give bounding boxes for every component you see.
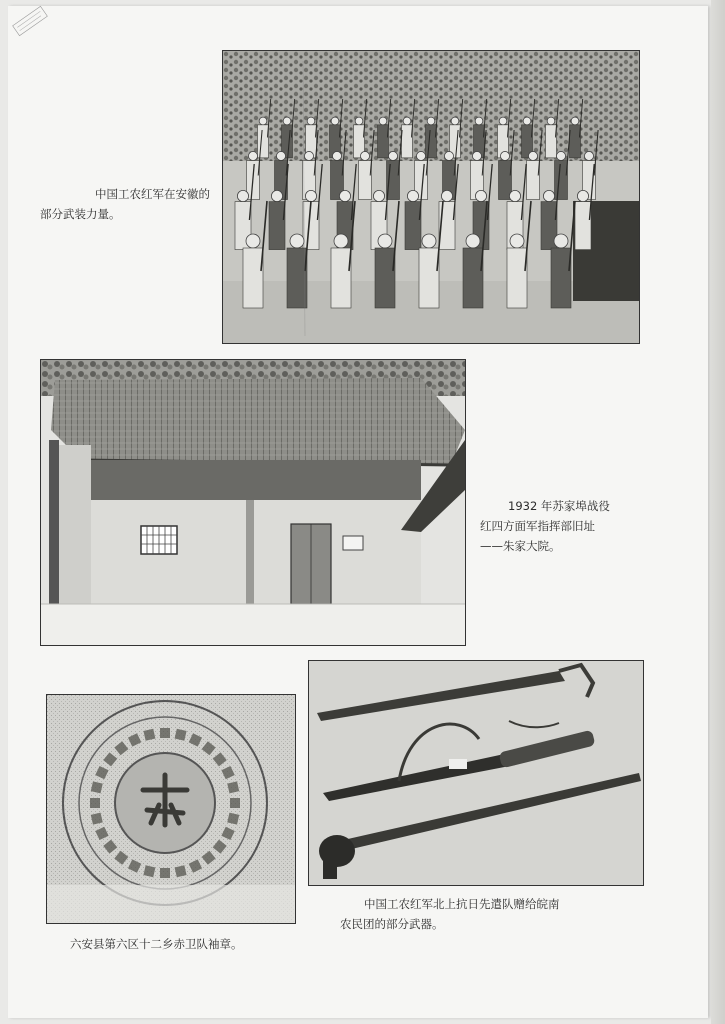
caption-weapons-line1: 中国工农红军北上抗日先遣队赠给皖南 xyxy=(364,897,560,911)
photo-headquarters-building xyxy=(40,359,466,646)
photo-weapons xyxy=(308,660,644,886)
caption-headquarters-line1: 1932 年苏家埠战役 xyxy=(508,499,610,513)
photo-armband-emblem xyxy=(46,694,296,924)
caption-headquarters-line2: 红四方面军指挥部旧址 xyxy=(480,519,595,533)
caption-weapons-line2: 农民团的部分武器。 xyxy=(340,917,444,931)
caption-red-army-line2: 部分武装力量。 xyxy=(40,207,121,221)
caption-armband: 六安县第六区十二乡赤卫队袖章。 xyxy=(70,937,243,951)
caption-red-army-anhui xyxy=(40,184,210,224)
photo-red-army-troops xyxy=(222,50,640,344)
caption-red-army-line1: 中国工农红军在安徽的 xyxy=(95,187,210,201)
scan-page-edge xyxy=(711,0,725,1024)
caption-headquarters-line3: ——朱家大院。 xyxy=(480,539,561,553)
caption-headquarters xyxy=(480,496,610,556)
caption-weapons xyxy=(340,894,560,934)
document-page xyxy=(8,6,708,1018)
corner-watermark-stamp xyxy=(10,3,50,38)
